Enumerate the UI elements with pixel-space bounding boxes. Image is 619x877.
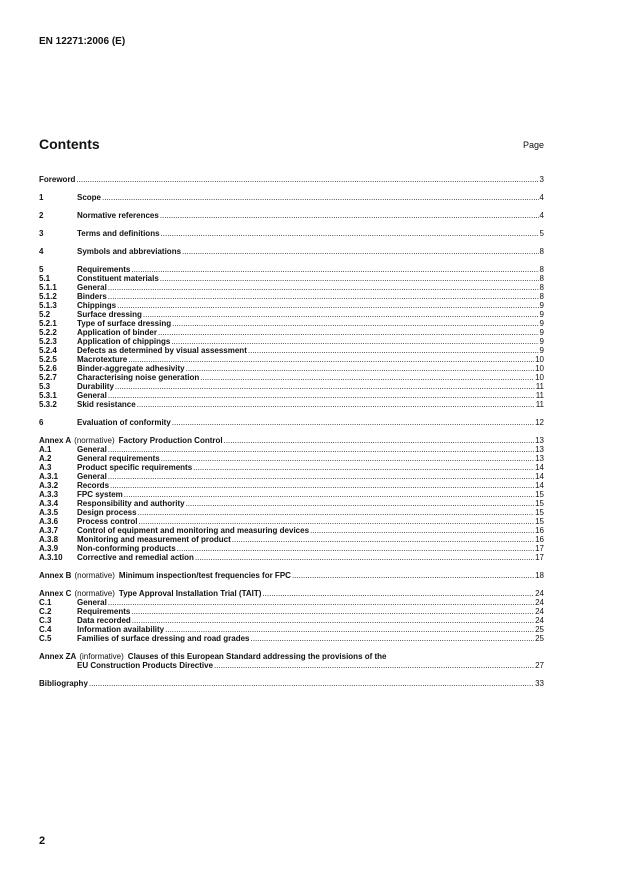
toc-entry-page: 8 (539, 283, 544, 292)
toc-entry-number: 5.2 (39, 310, 51, 319)
toc-leader-dots (102, 193, 539, 202)
toc-entry-title: Evaluation of conformity (77, 418, 171, 427)
toc-entry-number: A.3.1 (39, 472, 59, 481)
toc-annex-type: (informative) (79, 652, 124, 661)
toc-entry-page: 5 (539, 229, 544, 238)
toc-leader-dots (195, 553, 534, 562)
toc-entry-page: 17 (535, 544, 544, 553)
toc-entry-title: Records (77, 481, 110, 490)
toc-leader-dots (232, 535, 534, 544)
toc-entry-number: A.3.4 (39, 499, 59, 508)
toc-entry-title: General (77, 391, 107, 400)
toc-entry-page: 9 (539, 310, 544, 319)
toc-entry-page: 24 (535, 607, 544, 616)
toc-leader-dots (158, 328, 539, 337)
toc-entry-page: 11 (535, 400, 544, 409)
toc-entry-number: 5.2.2 (39, 328, 57, 337)
toc-entry-page: 14 (535, 463, 544, 472)
toc-entry-number: 5.2.5 (39, 355, 57, 364)
toc-entry-title: Defects as determined by visual assessment (77, 346, 247, 355)
toc-entry-number: 5.3.1 (39, 391, 57, 400)
toc-entry-page: 8 (539, 274, 544, 283)
toc-entry-title: Product specific requirements (77, 463, 193, 472)
toc-entry[interactable] (39, 211, 544, 220)
toc-entry[interactable] (39, 400, 544, 409)
toc-entry-title: Macrotexture (77, 355, 128, 364)
toc-entry-title: Corrective and remedial action (77, 553, 194, 562)
toc-entry[interactable] (39, 328, 544, 337)
toc-leader-dots (161, 229, 539, 238)
toc-entry[interactable] (39, 625, 544, 634)
toc-entry[interactable] (39, 445, 544, 454)
toc-leader-dots (143, 310, 539, 319)
toc-entry-number: C.5 (39, 634, 52, 643)
toc-leader-dots (89, 679, 534, 688)
toc-entry-title: Information availability (77, 625, 165, 634)
toc-leader-dots (262, 589, 534, 598)
toc-entry-title: General (77, 445, 107, 454)
toc-entry[interactable] (39, 598, 544, 607)
toc-entry-page: 11 (535, 391, 544, 400)
toc-entry[interactable] (39, 436, 544, 445)
toc-leader-dots (160, 274, 539, 283)
toc-entry-number: A.3 (39, 463, 52, 472)
toc-annex-label: Annex B (39, 571, 72, 580)
toc-entry-number: A.3.2 (39, 481, 59, 490)
toc-entry-number: 5.1.1 (39, 283, 57, 292)
toc-entry-page: 10 (535, 355, 544, 364)
toc-entry[interactable] (39, 274, 544, 283)
toc-entry-number: 5.1 (39, 274, 51, 283)
toc-entry-title: Control of equipment and monitoring and measuring devices (77, 526, 310, 535)
toc-entry-title: Monitoring and measurement of product (77, 535, 231, 544)
toc-entry[interactable] (39, 373, 544, 382)
toc-entry[interactable] (39, 499, 544, 508)
toc-entry-page: 24 (535, 598, 544, 607)
toc-entry[interactable] (39, 418, 544, 427)
toc-leader-dots (165, 625, 534, 634)
toc-entry-title: Surface dressing (77, 310, 142, 319)
toc-entry-title: General (77, 472, 107, 481)
toc-entry-number: A.3.8 (39, 535, 59, 544)
toc-entry[interactable] (39, 634, 544, 643)
toc-leader-dots (138, 517, 534, 526)
toc-entry[interactable] (39, 310, 544, 319)
toc-leader-dots (171, 337, 538, 346)
toc-leader-dots (131, 265, 538, 274)
toc-entry-page: 24 (535, 589, 544, 598)
toc-leader-dots (108, 292, 539, 301)
toc-entry-page: 4 (539, 211, 544, 220)
toc-entry-page: 12 (535, 418, 544, 427)
page-column-label: Page (522, 140, 544, 150)
toc-entry-number: A.3.10 (39, 553, 63, 562)
toc-entry[interactable] (39, 247, 544, 256)
toc-entry-page: 9 (539, 319, 544, 328)
toc-leader-dots (76, 175, 538, 184)
toc-entry-page: 13 (535, 454, 544, 463)
toc-entry-number: 5.3 (39, 382, 51, 391)
toc-entry[interactable] (39, 616, 544, 625)
toc-entry[interactable] (39, 454, 544, 463)
toc-entry-number: 5.2.4 (39, 346, 57, 355)
toc-entry-page: 15 (535, 517, 544, 526)
table-of-contents (39, 175, 544, 688)
toc-entry-number: 5.1.2 (39, 292, 57, 301)
toc-entry[interactable] (39, 481, 544, 490)
toc-entry[interactable] (39, 193, 544, 202)
toc-entry-title: General (77, 598, 107, 607)
toc-entry[interactable] (39, 652, 544, 661)
toc-leader-dots (108, 598, 534, 607)
toc-leader-dots (132, 616, 534, 625)
toc-entry-number: 6 (39, 418, 44, 427)
toc-entry[interactable] (39, 553, 544, 562)
toc-entry-title: Constituent materials (77, 274, 159, 283)
toc-leader-dots (186, 364, 535, 373)
toc-entry-title: Process control (77, 517, 138, 526)
toc-entry-title: Binders (77, 292, 107, 301)
toc-entry-number: 4 (39, 247, 44, 256)
toc-entry-page: 10 (535, 364, 544, 373)
toc-leader-dots (124, 490, 534, 499)
toc-entry-title: Design process (77, 508, 137, 517)
toc-entry-title: Terms and definitions (77, 229, 160, 238)
toc-leader-dots (310, 526, 534, 535)
toc-annex-type: (normative) (74, 571, 115, 580)
toc-entry-title: FPC system (77, 490, 123, 499)
page-number: 2 (39, 835, 46, 847)
toc-leader-dots (172, 319, 538, 328)
toc-entry-title: Scope (77, 193, 102, 202)
toc-entry-page: 8 (539, 265, 544, 274)
toc-entry-title: EU Construction Products Directive (77, 661, 214, 670)
toc-entry-title: Durability (77, 382, 114, 391)
toc-entry-page: 18 (535, 571, 544, 580)
toc-entry[interactable] (39, 463, 544, 472)
toc-entry-number: 5.2.1 (39, 319, 57, 328)
toc-entry-page: 3 (539, 175, 544, 184)
toc-entry-number: 5 (39, 265, 44, 274)
toc-leader-dots (108, 283, 539, 292)
toc-entry-title: Type of surface dressing (77, 319, 172, 328)
toc-entry[interactable] (39, 526, 544, 535)
toc-leader-dots (138, 508, 535, 517)
toc-leader-dots (224, 436, 534, 445)
toc-entry-page: 14 (535, 481, 544, 490)
toc-annex-label: Annex ZA (39, 652, 77, 661)
toc-entry-page: 13 (535, 445, 544, 454)
toc-entry[interactable] (39, 607, 544, 616)
toc-entry[interactable] (39, 391, 544, 400)
toc-entry-page: 25 (535, 634, 544, 643)
toc-entry[interactable] (39, 301, 544, 310)
toc-entry-title: Application of chippings (77, 337, 171, 346)
toc-entry-page: 9 (539, 337, 544, 346)
toc-leader-dots (128, 355, 534, 364)
toc-entry-page: 16 (535, 535, 544, 544)
toc-entry-title: Type Approval Installation Trial (TAIT) (118, 589, 262, 598)
toc-entry-page: 14 (535, 472, 544, 481)
toc-leader-dots (161, 454, 534, 463)
toc-entry-number: 5.1.3 (39, 301, 57, 310)
toc-entry[interactable] (39, 508, 544, 517)
toc-entry-page: 24 (535, 616, 544, 625)
toc-entry-title: Binder-aggregate adhesivity (77, 364, 185, 373)
toc-leader-dots (131, 607, 534, 616)
toc-entry[interactable] (39, 490, 544, 499)
toc-entry[interactable] (39, 517, 544, 526)
toc-entry-page: 16 (535, 526, 544, 535)
toc-entry-title: Chippings (77, 301, 117, 310)
toc-leader-dots (292, 571, 534, 580)
toc-entry-title: General requirements (77, 454, 160, 463)
toc-leader-dots (115, 382, 535, 391)
toc-entry-title: Factory Production Control (118, 436, 223, 445)
toc-entry-page: 13 (535, 436, 544, 445)
toc-entry-page: 9 (539, 346, 544, 355)
toc-entry[interactable] (39, 292, 544, 301)
toc-entry-page: 8 (539, 247, 544, 256)
toc-entry[interactable] (39, 661, 544, 670)
toc-entry[interactable] (39, 319, 544, 328)
toc-entry[interactable] (39, 337, 544, 346)
toc-entry[interactable] (39, 175, 544, 184)
toc-entry-page: 17 (535, 553, 544, 562)
toc-entry-page: 10 (535, 373, 544, 382)
toc-entry-title: Non-conforming products (77, 544, 176, 553)
toc-entry[interactable] (39, 472, 544, 481)
toc-entry-page: 4 (539, 193, 544, 202)
toc-entry[interactable] (39, 679, 544, 688)
toc-entry-page: 9 (539, 301, 544, 310)
toc-entry-page: 33 (535, 679, 544, 688)
toc-entry[interactable] (39, 364, 544, 373)
toc-leader-dots (117, 301, 538, 310)
toc-entry-number: C.3 (39, 616, 52, 625)
toc-entry-page: 15 (535, 490, 544, 499)
toc-annex-type: (normative) (74, 589, 115, 598)
toc-entry-page: 11 (535, 382, 544, 391)
toc-entry[interactable] (39, 535, 544, 544)
toc-entry-page: 25 (535, 625, 544, 634)
toc-leader-dots (137, 400, 535, 409)
toc-entry-number: 5.2.7 (39, 373, 57, 382)
toc-entry[interactable] (39, 346, 544, 355)
toc-entry-title: Bibliography (39, 679, 88, 688)
toc-leader-dots (108, 472, 534, 481)
toc-annex-label: Annex A (39, 436, 72, 445)
toc-leader-dots (172, 418, 534, 427)
toc-entry-title: Requirements (77, 265, 131, 274)
toc-entry-number: A.3.9 (39, 544, 59, 553)
toc-entry-title: Requirements (77, 607, 131, 616)
toc-entry-title: Foreword (39, 175, 76, 184)
toc-entry-title: Skid resistance (77, 400, 136, 409)
toc-leader-dots (200, 373, 534, 382)
toc-entry[interactable] (39, 355, 544, 364)
toc-annex-type: (normative) (74, 436, 115, 445)
toc-entry-title: General (77, 283, 107, 292)
toc-entry-title: Minimum inspection/test frequencies for FPC (118, 571, 291, 580)
toc-entry[interactable] (39, 283, 544, 292)
toc-leader-dots (177, 544, 534, 553)
toc-entry[interactable] (39, 229, 544, 238)
toc-entry-title: Normative references (77, 211, 159, 220)
toc-entry-page: 27 (535, 661, 544, 670)
toc-entry-number: 2 (39, 211, 44, 220)
toc-entry-number: 3 (39, 229, 44, 238)
toc-entry-title: Families of surface dressing and road grades (77, 634, 250, 643)
toc-leader-dots (186, 499, 535, 508)
document-id: EN 12271:2006 (E) (39, 36, 126, 47)
toc-entry-number: C.1 (39, 598, 52, 607)
toc-entry-page: 9 (539, 328, 544, 337)
toc-entry-title: Clauses of this European Standard addressing the provisions of the (127, 652, 387, 661)
toc-leader-dots (160, 211, 539, 220)
toc-leader-dots (193, 463, 534, 472)
toc-entry-number: C.4 (39, 625, 52, 634)
toc-leader-dots (248, 346, 539, 355)
toc-entry-number: A.3.5 (39, 508, 59, 517)
toc-entry[interactable] (39, 589, 544, 598)
toc-entry-number: 1 (39, 193, 44, 202)
toc-entry[interactable] (39, 265, 544, 274)
toc-entry-page: 15 (535, 508, 544, 517)
toc-entry-title: Symbols and abbreviations (77, 247, 182, 256)
toc-entry-number: 5.3.2 (39, 400, 57, 409)
toc-leader-dots (214, 661, 534, 670)
toc-leader-dots (108, 445, 534, 454)
toc-annex-label: Annex C (39, 589, 72, 598)
toc-entry-number: A.1 (39, 445, 52, 454)
toc-leader-dots (251, 634, 535, 643)
toc-entry[interactable] (39, 382, 544, 391)
toc-entry-title: Data recorded (77, 616, 131, 625)
toc-entry-number: 5.2.6 (39, 364, 57, 373)
toc-entry-number: 5.2.3 (39, 337, 57, 346)
toc-entry-number: A.2 (39, 454, 52, 463)
toc-entry-number: A.3.6 (39, 517, 59, 526)
toc-entry[interactable] (39, 544, 544, 553)
toc-entry-number: A.3.3 (39, 490, 59, 499)
toc-entry-title: Responsibility and authority (77, 499, 185, 508)
toc-leader-dots (182, 247, 539, 256)
contents-title: Contents (39, 136, 100, 152)
toc-entry-page: 15 (535, 499, 544, 508)
toc-entry-number: C.2 (39, 607, 52, 616)
toc-entry-title: Characterising noise generation (77, 373, 200, 382)
toc-entry-page: 8 (539, 292, 544, 301)
toc-entry[interactable] (39, 571, 544, 580)
toc-entry-number: A.3.7 (39, 526, 59, 535)
toc-leader-dots (110, 481, 534, 490)
toc-leader-dots (108, 391, 535, 400)
toc-entry-title: Application of binder (77, 328, 157, 337)
